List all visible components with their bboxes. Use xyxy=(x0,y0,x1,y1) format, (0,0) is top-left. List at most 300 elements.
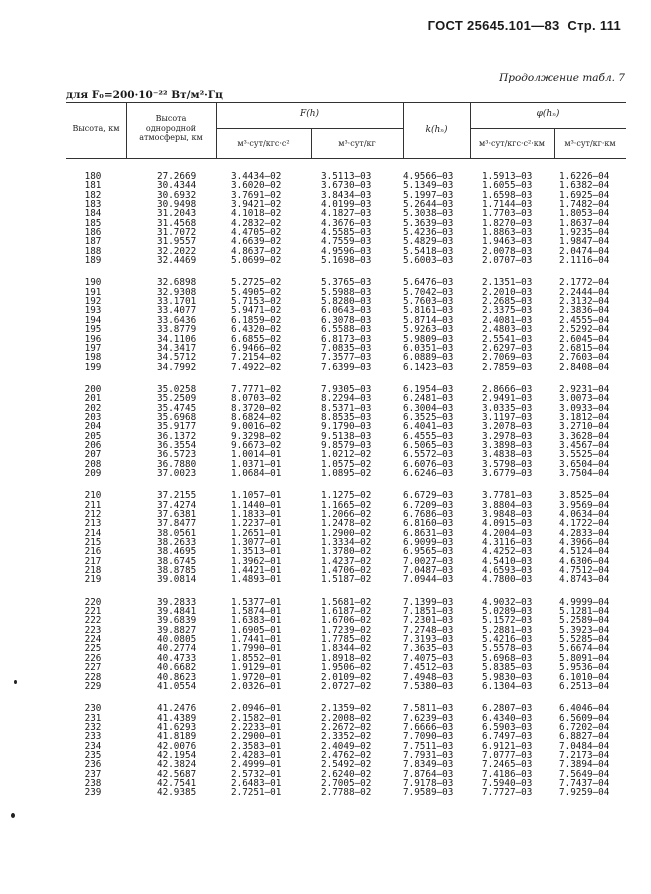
table-cell: 2.4999—01 xyxy=(231,759,282,771)
table-cell: 204 xyxy=(84,421,102,433)
table-cell: 38.4695 xyxy=(157,546,197,558)
table-cell: 4.1722—04 xyxy=(559,518,610,530)
table-cell: 186 xyxy=(84,227,102,239)
table-cell: 6.1304—03 xyxy=(482,680,533,692)
table-cell: 2.1116—04 xyxy=(559,255,610,267)
data-table xyxy=(66,102,626,862)
table-cell: 7.2154—02 xyxy=(231,352,282,364)
table-cell: 2.0326—01 xyxy=(231,680,282,692)
table-cell: 2.4555—04 xyxy=(559,314,610,326)
table-cell: 3.9569—04 xyxy=(559,499,610,511)
table-cell: 6.4046—04 xyxy=(559,703,610,715)
table-cell: 218 xyxy=(84,565,102,577)
table-cell: 5.8385—03 xyxy=(482,662,533,674)
table-cell: 4.0199—03 xyxy=(321,199,372,211)
table-cell: 6.2481—03 xyxy=(403,393,454,405)
table-cell: 2.4081—03 xyxy=(482,314,533,326)
table-cell: 5.1572—03 xyxy=(482,615,533,627)
table-cell: 203 xyxy=(84,411,102,423)
table-cell: 1.2900—02 xyxy=(321,527,372,539)
table-cell: 199 xyxy=(84,361,102,373)
table-cell: 5.6476—03 xyxy=(403,277,454,289)
table-cell: 2.7251—01 xyxy=(231,787,282,799)
table-cell: 5.2881—03 xyxy=(482,624,533,636)
table-cell: 5.9536—04 xyxy=(559,662,610,674)
table-cell: 2.5492—02 xyxy=(321,759,372,771)
table-cell: 3.1812—04 xyxy=(559,411,610,423)
table-cell: 5.3639—03 xyxy=(403,217,454,229)
table-cell: 2.0946—01 xyxy=(231,703,282,715)
table-cell: 2.7603—04 xyxy=(559,352,610,364)
table-cell: 212 xyxy=(84,509,102,520)
table-cell: 5.8714—03 xyxy=(403,314,454,326)
table-cell: 5.1698—03 xyxy=(321,255,372,267)
table-cell: 6.2513—04 xyxy=(559,680,610,692)
table-cell: 1.7785—02 xyxy=(321,634,372,646)
table-cell: 31.7072 xyxy=(157,227,197,239)
table-cell: 4.5124—04 xyxy=(559,546,610,558)
table-cell: 7.8349—03 xyxy=(403,759,454,771)
scan-dot xyxy=(14,680,17,684)
table-cell: 1.2237—01 xyxy=(231,518,282,530)
table-cell: 1.3513—01 xyxy=(231,546,282,558)
table-cell: 210 xyxy=(84,490,102,502)
table-cell: 3.4434—02 xyxy=(231,171,282,182)
table-cell: 1.6226—04 xyxy=(559,171,610,182)
table-cell: 1.7239—02 xyxy=(321,624,372,636)
table-cell: 1.0895—02 xyxy=(321,467,372,479)
table-cell: 187 xyxy=(84,236,102,248)
table-cell: 3.6730—03 xyxy=(321,180,372,192)
table-cell: 42.5687 xyxy=(157,768,197,780)
table-cell: 7.8764—03 xyxy=(403,768,454,780)
table-cell: 5.3765—03 xyxy=(321,277,372,289)
table-cell: 3.0933—04 xyxy=(559,402,610,414)
table-cell: 7.7931—03 xyxy=(403,749,454,761)
table-cell: 1.5913—03 xyxy=(482,171,533,182)
table-cell: 225 xyxy=(84,643,102,655)
table-cell: 6.6246—03 xyxy=(403,467,454,479)
table-cell: 2.0727—02 xyxy=(321,680,372,692)
table-cell: 1.6055—03 xyxy=(482,180,533,192)
table-cell: 4.2833—04 xyxy=(559,527,610,539)
table-cell: 5.2725—02 xyxy=(231,277,282,289)
group-gap xyxy=(231,372,311,385)
table-cell: 1.7144—03 xyxy=(482,199,533,211)
table-cell: 9.6673—02 xyxy=(231,439,282,451)
table-cell: 6.8827—04 xyxy=(559,731,610,743)
col-header-f-mass: м³·сут/кг xyxy=(338,139,376,148)
table-cell: 3.5113—03 xyxy=(321,171,372,182)
group-gap xyxy=(321,372,403,385)
phi-group-rule xyxy=(470,128,626,129)
col-header-k: k(hₙ) xyxy=(425,125,448,135)
table-cell: 3.2710—04 xyxy=(559,421,610,433)
table-cell: 1.1440—01 xyxy=(231,499,282,511)
table-cell: 5.4829—03 xyxy=(403,236,454,248)
table-cell: 2.6240—02 xyxy=(321,768,372,780)
table-cell: 188 xyxy=(84,245,102,257)
table-cell: 235 xyxy=(84,749,102,761)
table-cell: 1.6706—02 xyxy=(321,615,372,627)
table-cell: 6.0643—03 xyxy=(321,305,372,317)
table-cell: 4.3676—03 xyxy=(321,217,372,229)
col-header-fh: F(h) xyxy=(299,109,320,119)
table-cell: 3.9848—03 xyxy=(482,509,533,520)
table-cell: 3.2978—03 xyxy=(482,430,533,442)
group-gap xyxy=(231,585,311,598)
table-cell: 2.5292—04 xyxy=(559,324,610,336)
table-cell: 2.2900—01 xyxy=(231,731,282,743)
table-cell: 7.3635—03 xyxy=(403,643,454,655)
table-cell: 6.9466—02 xyxy=(231,342,282,354)
homogeneous-column xyxy=(157,172,215,798)
table-cell: 200 xyxy=(84,383,102,395)
table-cell: 1.0014—01 xyxy=(231,449,282,461)
table-cell: 4.9999—04 xyxy=(559,596,610,608)
table-cell: 7.5811—03 xyxy=(403,703,454,715)
table-cell: 5.0289—03 xyxy=(482,606,533,618)
table-cell: 6.8173—03 xyxy=(321,333,372,345)
table-cell: 217 xyxy=(84,555,102,567)
table-cell: 9.8579—03 xyxy=(321,439,372,451)
table-cell: 3.0073—04 xyxy=(559,393,610,405)
table-cell: 34.5712 xyxy=(157,352,197,364)
table-cell: 1.0212—02 xyxy=(321,449,372,461)
table-cell: 34.3417 xyxy=(157,342,197,354)
table-cell: 30.4344 xyxy=(157,180,197,192)
table-cell: 9.1790—03 xyxy=(321,421,372,433)
table-cell: 5.9830—03 xyxy=(482,671,533,683)
table-cell: 1.1833—01 xyxy=(231,509,282,520)
table-cell: 2.3375—03 xyxy=(482,305,533,317)
table-cell: 5.0699—02 xyxy=(231,255,282,267)
table-cell: 228 xyxy=(84,671,102,683)
table-cell: 42.0076 xyxy=(157,740,197,752)
table-cell: 7.6239—03 xyxy=(403,712,454,724)
table-cell: 191 xyxy=(84,286,102,298)
table-cell: 2.1351—03 xyxy=(482,277,533,289)
table-cell: 31.4568 xyxy=(157,217,197,229)
table-cell: 41.0554 xyxy=(157,680,197,692)
table-cell: 2.0707—03 xyxy=(482,255,533,267)
table-cell: 40.2774 xyxy=(157,643,197,655)
table-cell: 8.8535—03 xyxy=(321,411,372,423)
table-cell: 38.0561 xyxy=(157,527,197,539)
table-cell: 7.4948—03 xyxy=(403,671,454,683)
table-cell: 6.5588—03 xyxy=(321,324,372,336)
table-cell: 4.5410—03 xyxy=(482,555,533,567)
table-cell: 2.7069—03 xyxy=(482,352,533,364)
table-cell: 3.6779—03 xyxy=(482,467,533,479)
table-cell: 6.6729—03 xyxy=(403,490,454,502)
table-cell: 4.2004—03 xyxy=(482,527,533,539)
table-cell: 7.9259—04 xyxy=(559,787,610,799)
table-cell: 5.9809—03 xyxy=(403,333,454,345)
table-cell: 4.3966—04 xyxy=(559,537,610,549)
table-cell: 201 xyxy=(84,393,102,405)
table-cell: 1.4706—02 xyxy=(321,565,372,577)
table-cell: 221 xyxy=(84,606,102,618)
table-cell: 40.6682 xyxy=(157,662,197,674)
table-cell: 35.9177 xyxy=(157,421,197,433)
table-cell: 6.3525—03 xyxy=(403,411,454,423)
table-cell: 2.8408—04 xyxy=(559,361,610,373)
table-cell: 197 xyxy=(84,342,102,354)
table-cell: 7.4075—03 xyxy=(403,652,454,664)
table-cell: 1.9720—01 xyxy=(231,671,282,683)
table-cell: 7.5940—03 xyxy=(482,777,533,789)
table-cell: 6.0889—03 xyxy=(403,352,454,364)
table-cell: 6.8631—03 xyxy=(403,527,454,539)
f-vol-column xyxy=(231,172,311,798)
table-cell: 5.8091—04 xyxy=(559,652,610,664)
table-cell: 3.4838—03 xyxy=(482,449,533,461)
table-cell: 6.6855—02 xyxy=(231,333,282,345)
table-cell: 4.7800—03 xyxy=(482,574,533,586)
table-cell: 7.3894—04 xyxy=(559,759,610,771)
table-cell: 5.9471—02 xyxy=(231,305,282,317)
table-cell: 189 xyxy=(84,255,102,267)
table-cell: 196 xyxy=(84,333,102,345)
table-cell: 32.2022 xyxy=(157,245,197,257)
table-cell: 2.2010—03 xyxy=(482,286,533,298)
table-cell: 36.7880 xyxy=(157,458,197,470)
table-cell: 2.1772—04 xyxy=(559,277,610,289)
table-cell: 2.4049—02 xyxy=(321,740,372,752)
table-cell: 2.7005—02 xyxy=(321,777,372,789)
table-cell: 7.0487—03 xyxy=(403,565,454,577)
table-cell: 2.7788—02 xyxy=(321,787,372,799)
table-cell: 6.1859—02 xyxy=(231,314,282,326)
f-mass-column xyxy=(321,172,403,798)
table-cell: 1.5377—01 xyxy=(231,596,282,608)
table-cell: 194 xyxy=(84,314,102,326)
table-cell: 3.1197—03 xyxy=(482,411,533,423)
table-cell: 2.3583—01 xyxy=(231,740,282,752)
table-cell: 7.9589—03 xyxy=(403,787,454,799)
table-cell: 1.5681—02 xyxy=(321,596,372,608)
table-cell: 1.0575—02 xyxy=(321,458,372,470)
table-cell: 207 xyxy=(84,449,102,461)
table-cell: 39.2833 xyxy=(157,596,197,608)
table-cell: 2.9491—03 xyxy=(482,393,533,405)
table-cell: 1.8344—02 xyxy=(321,643,372,655)
table-cell: 6.5903—03 xyxy=(482,721,533,733)
table-cell: 238 xyxy=(84,777,102,789)
table-cell: 5.1281—04 xyxy=(559,606,610,618)
table-cell: 3.2078—03 xyxy=(482,421,533,433)
table-cell: 5.6003—03 xyxy=(403,255,454,267)
table-cell: 2.6045—04 xyxy=(559,333,610,345)
table-cell: 6.5609—04 xyxy=(559,712,610,724)
table-cell: 4.7512—04 xyxy=(559,565,610,577)
table-cell: 2.2233—01 xyxy=(231,721,282,733)
table-cell: 2.4762—02 xyxy=(321,749,372,761)
table-cell: 4.9566—03 xyxy=(403,171,454,182)
table-cell: 1.5187—02 xyxy=(321,574,372,586)
table-cell: 3.9421—02 xyxy=(231,199,282,211)
table-cell: 5.8161—03 xyxy=(403,305,454,317)
table-cell: 6.1954—03 xyxy=(403,383,454,395)
table-cell: 5.1349—03 xyxy=(403,180,454,192)
table-cell: 3.3628—04 xyxy=(559,430,610,442)
table-cell: 234 xyxy=(84,740,102,752)
table-cell: 3.6020—02 xyxy=(231,180,282,192)
altitude-column xyxy=(70,172,116,798)
table-cell: 1.3334—02 xyxy=(321,537,372,549)
table-cell: 2.6297—03 xyxy=(482,342,533,354)
table-cell: 209 xyxy=(84,467,102,479)
table-cell: 1.6382—04 xyxy=(559,180,610,192)
table-cell: 232 xyxy=(84,721,102,733)
table-cell: 3.6504—04 xyxy=(559,458,610,470)
table-cell: 5.2589—04 xyxy=(559,615,610,627)
table-cell: 2.3132—04 xyxy=(559,296,610,308)
table-cell: 9.5138—03 xyxy=(321,430,372,442)
table-cell: 2.2685—03 xyxy=(482,296,533,308)
table-cell: 7.0777—03 xyxy=(482,749,533,761)
table-cell: 195 xyxy=(84,324,102,336)
group-gap xyxy=(70,372,116,385)
table-cell: 3.0335—03 xyxy=(482,402,533,414)
table-cell: 6.7497—03 xyxy=(482,731,533,743)
table-cell: 233 xyxy=(84,731,102,743)
table-cell: 5.7153—02 xyxy=(231,296,282,308)
table-cell: 5.5418—03 xyxy=(403,245,454,257)
table-cell: 41.4389 xyxy=(157,712,197,724)
table-cell: 215 xyxy=(84,537,102,549)
table-cell: 190 xyxy=(84,277,102,289)
table-cell: 2.3836—04 xyxy=(559,305,610,317)
table-cell: 213 xyxy=(84,518,102,530)
table-cell: 6.0351—03 xyxy=(403,342,454,354)
table-cell: 6.2807—03 xyxy=(482,703,533,715)
table-cell: 1.0684—01 xyxy=(231,467,282,479)
table-cell: 211 xyxy=(84,499,102,511)
table-cell: 2.6483—01 xyxy=(231,777,282,789)
table-cell: 1.4893—01 xyxy=(231,574,282,586)
table-cell: 6.3004—03 xyxy=(403,402,454,414)
table-cell: 7.3577—03 xyxy=(321,352,372,364)
table-cell: 1.6187—02 xyxy=(321,606,372,618)
table-cell: 5.5285—04 xyxy=(559,634,610,646)
table-cell: 3.7781—03 xyxy=(482,490,533,502)
col-header-altitude: Высота, км xyxy=(72,124,120,133)
phi-vol-column xyxy=(482,172,554,798)
table-cell: 4.6593—03 xyxy=(482,565,533,577)
table-cell: 42.3824 xyxy=(157,759,197,771)
condition-label: для F₀=200·10⁻²² Вт/м²·Гц xyxy=(66,89,223,101)
group-gap xyxy=(403,372,470,385)
table-cell: 1.7703—03 xyxy=(482,208,533,220)
table-cell: 7.1851—03 xyxy=(403,606,454,618)
table-cell: 6.9121—03 xyxy=(482,740,533,752)
table-cell: 192 xyxy=(84,296,102,308)
table-cell: 40.8623 xyxy=(157,671,197,683)
table-cell: 6.6076—03 xyxy=(403,458,454,470)
table-cell: 4.9032—03 xyxy=(482,596,533,608)
table-cell: 1.0371—01 xyxy=(231,458,282,470)
table-cell: 5.6674—04 xyxy=(559,643,610,655)
table-cell: 1.9847—04 xyxy=(559,236,610,248)
table-cell: 35.6968 xyxy=(157,411,197,423)
table-cell: 222 xyxy=(84,615,102,627)
table-cell: 30.6932 xyxy=(157,189,197,201)
table-cell: 7.3193—03 xyxy=(403,634,454,646)
table-cell: 37.4274 xyxy=(157,499,197,511)
table-cell: 7.2465—03 xyxy=(482,759,533,771)
page-label: Стр. xyxy=(567,18,596,33)
table-cell: 205 xyxy=(84,430,102,442)
table-cell: 6.1010—04 xyxy=(559,671,610,683)
table-cell: 1.6905—01 xyxy=(231,624,282,636)
scan-dot xyxy=(11,813,15,818)
table-cell: 206 xyxy=(84,439,102,451)
table-cell: 4.0915—03 xyxy=(482,518,533,530)
group-gap xyxy=(559,372,626,385)
table-cell: 34.1106 xyxy=(157,333,197,345)
group-gap xyxy=(482,372,554,385)
table-cell: 1.4421—01 xyxy=(231,565,282,577)
table-cell: 1.1665—02 xyxy=(321,499,372,511)
table-cell: 7.2301—03 xyxy=(403,615,454,627)
table-top-rule xyxy=(66,102,626,103)
table-cell: 33.8779 xyxy=(157,324,197,336)
group-gap xyxy=(403,585,470,598)
group-gap xyxy=(482,585,554,598)
table-cell: 42.7541 xyxy=(157,777,197,789)
col-header-f-vol: м³·сут/кгс·с² xyxy=(237,139,290,148)
table-cell: 7.7771—02 xyxy=(231,383,282,395)
table-cell: 7.5649—04 xyxy=(559,768,610,780)
table-cell: 5.4216—03 xyxy=(482,634,533,646)
table-cell: 1.9506—02 xyxy=(321,662,372,674)
table-cell: 6.7209—03 xyxy=(403,499,454,511)
table-cell: 4.1827—03 xyxy=(321,208,372,220)
table-cell: 7.0944—03 xyxy=(403,574,454,586)
table-cell: 5.3923—04 xyxy=(559,624,610,636)
table-cell: 7.7090—03 xyxy=(403,731,454,743)
table-cell: 239 xyxy=(84,787,102,799)
table-cell: 6.4555—03 xyxy=(403,430,454,442)
table-cell: 4.9596—03 xyxy=(321,245,372,257)
table-cell: 6.9099—03 xyxy=(403,537,454,549)
group-gap xyxy=(70,585,116,598)
table-cell: 37.8477 xyxy=(157,518,197,530)
table-cell: 7.7727—03 xyxy=(482,787,533,799)
table-cell: 3.8804—03 xyxy=(482,499,533,511)
table-cell: 220 xyxy=(84,596,102,608)
table-cell: 1.8863—03 xyxy=(482,227,533,239)
table-cell: 6.1423—03 xyxy=(403,361,454,373)
table-cell: 1.7441—01 xyxy=(231,634,282,646)
col-header-phi-mass: м³·сут/кг·км xyxy=(564,139,616,148)
table-cell: 1.3780—02 xyxy=(321,546,372,558)
table-cell: 236 xyxy=(84,759,102,771)
table-cell: 5.3038—03 xyxy=(403,208,454,220)
table-cell: 33.4077 xyxy=(157,305,197,317)
table-cell: 1.3077—01 xyxy=(231,537,282,549)
table-cell: 1.6598—03 xyxy=(482,189,533,201)
table-cell: 2.0078—03 xyxy=(482,245,533,257)
table-cell: 27.2669 xyxy=(157,171,197,182)
table-cell: 41.6293 xyxy=(157,721,197,733)
table-cell: 6.7202—04 xyxy=(559,721,610,733)
header-bottom-rule xyxy=(66,158,626,159)
table-cell: 6.3078—03 xyxy=(321,314,372,326)
table-cell: 198 xyxy=(84,352,102,364)
